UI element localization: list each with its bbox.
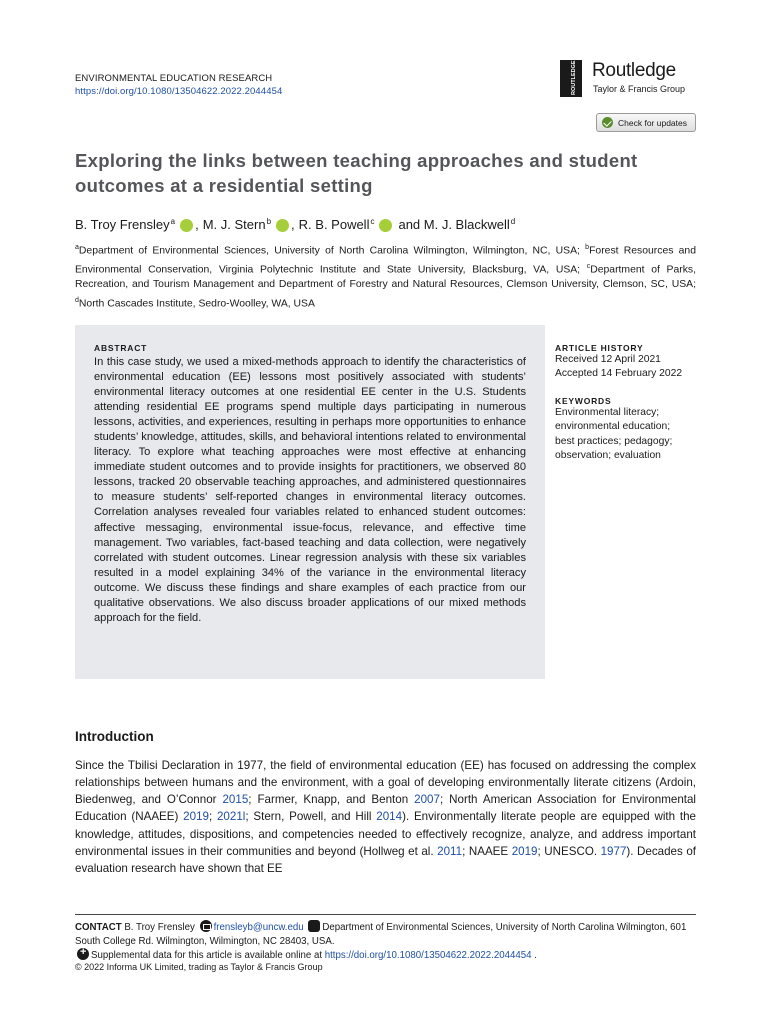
supplemental-line: [75, 948, 696, 963]
body-text: ; UNESCO.: [537, 844, 601, 858]
keyword-line: environmental education;: [555, 421, 671, 433]
abstract-text: In this case study, we used a mixed-methods approach to identify the characteristics of environmental education (EE) lessons most positively associated with students’ environmental literacy outcomes at one residential EE center in the U.S. Students attending residential EE programs spend multiple days participating in numerous lessons, activities, and experiences, resulting in perhaps more opportunities to enhance students’ knowledge, attitudes, skills, and behavioral intentions related to environmental literacy. To explore what teaching approaches were most effective at enhancing immediate student outcomes and to provide insights for practitioners, we observed 80 lessons, tracked 20 observable teaching approaches, and administered questionnaires to measure students’ self-reported changes in environmental literacy outcomes. Correlation analyses revealed four variables related to enhanced student outcomes: affective messaging, environmental issue-focus, relevance, and effective time management. Two variables, fact-based teaching and data collection, were negatively correlated with student outcomes. Linear regression analysis with these six variables resulted in a model explaining 34% of the variance in the environmental literacy outcome. We discuss these findings and share examples of each practice from our qualitative observations. We also discuss broader applications of our mixed methods approach for the field.: [94, 356, 526, 624]
article-history-heading: ARTICLE HISTORY: [555, 343, 644, 353]
address-icon: [308, 920, 320, 932]
publisher-subtitle: Taylor & Francis Group: [593, 84, 686, 94]
body-text: ; North American Association for Environmental Education (NAAEE): [75, 793, 697, 824]
keyword-line: observation; evaluation: [555, 449, 661, 461]
affiliations: [75, 240, 696, 311]
keyword-line: best practices; pedagogy;: [555, 435, 673, 447]
orcid-icon[interactable]: [276, 219, 289, 232]
body-text: ). Decades of evaluation research have shown that EE: [75, 844, 696, 875]
supplemental-end: .: [531, 950, 537, 962]
contact-name: B. Troy Frensley: [124, 922, 195, 933]
email-icon: [200, 920, 212, 932]
author: [203, 213, 295, 234]
affiliation-text: Department of Parks, Recreation, and Tourism Management and Department of Forestry and Natural Resources, Clemson University, Clemson, SC, USA;: [75, 264, 696, 291]
citation-link[interactable]: 2019: [183, 810, 209, 824]
affiliation-text: Department of Environmental Sciences, University of North Carolina Wilmington, Wilmington, NC, USA;: [78, 245, 586, 257]
copyright-notice: © 2022 Informa UK Limited, trading as Taylor & Francis Group: [75, 962, 323, 972]
journal-header: [75, 72, 282, 98]
body-text: ; Farmer, Knapp, and Benton: [248, 793, 415, 807]
received-date: Received 12 April 2021: [555, 354, 661, 365]
contact-label: CONTACT: [75, 922, 122, 933]
affiliation-text: North Cascades Institute, Sedro-Woolley, WA, USA: [78, 298, 315, 310]
author-name: and M. J. Blackwell: [398, 217, 510, 232]
contact-address: Department of Environmental Sciences, University of North Carolina Wilmington, 601 South College Rd. Wilmington, Wilmington, NC 28403, USA.: [75, 922, 687, 947]
body-text: ;: [208, 810, 217, 824]
author-list: [75, 213, 519, 234]
author: [75, 213, 199, 234]
author-name: R. B. Powell: [298, 217, 370, 232]
author-affiliation-mark: d: [510, 217, 516, 226]
footer-divider: [75, 914, 696, 915]
orcid-icon[interactable]: [180, 219, 193, 232]
author-affiliation-mark: c: [370, 217, 375, 226]
supplemental-link[interactable]: https://doi.org/10.1080/13504622.2022.2044454: [324, 950, 532, 962]
author-name: M. J. Stern: [202, 217, 266, 232]
publisher-name: Routledge: [592, 60, 676, 81]
citation-link[interactable]: 2011: [437, 844, 463, 858]
citation-link[interactable]: 1977: [600, 844, 627, 858]
contact-line: [75, 920, 696, 948]
affiliation-mark: c: [586, 262, 591, 270]
orcid-icon[interactable]: [379, 219, 392, 232]
supplemental-text: Supplemental data for this article is available online at: [91, 950, 325, 962]
check-for-updates-label: Check for updates: [618, 117, 687, 128]
citation-link[interactable]: 2019: [511, 844, 538, 858]
author-separator: ,: [195, 217, 199, 232]
affiliation-mark: a: [75, 244, 79, 251]
article-title: Exploring the links between teaching approaches and student outcomes at a residential setting: [75, 150, 638, 196]
author-separator: ,: [291, 217, 295, 232]
contact-email-link[interactable]: frensleyb@uncw.edu: [213, 922, 304, 933]
affiliation-mark: d: [75, 296, 79, 304]
body-text: ; Stern, Powell, and Hill: [245, 810, 377, 824]
routledge-mark-icon: [560, 60, 582, 97]
journal-name: ENVIRONMENTAL EDUCATION RESEARCH: [75, 73, 273, 84]
citation-link[interactable]: 2007: [414, 793, 440, 807]
accepted-date: Accepted 14 February 2022: [555, 368, 683, 380]
author-affiliation-mark: b: [266, 217, 272, 226]
keywords-heading: KEYWORDS: [555, 396, 612, 406]
contact-footer: [75, 920, 696, 963]
checkmark-icon: [602, 117, 613, 128]
keywords: [555, 396, 705, 463]
author: [398, 213, 515, 234]
keyword-line: Environmental literacy;: [555, 407, 660, 418]
supplemental-icon: [77, 948, 89, 960]
affiliation-mark: b: [585, 244, 590, 251]
citation-link[interactable]: 2014: [376, 810, 403, 824]
journal-doi-link[interactable]: https://doi.org/10.1080/13504622.2022.2044454: [75, 86, 283, 97]
introduction-text: [75, 757, 696, 877]
article-history: [555, 343, 705, 382]
abstract-heading: ABSTRACT: [94, 343, 148, 353]
publisher-logo: [560, 60, 700, 100]
author-affiliation-mark: a: [170, 217, 176, 226]
author: [299, 213, 395, 234]
check-for-updates-button[interactable]: [596, 113, 696, 132]
body-text: ; NAAEE: [462, 844, 512, 858]
author-name: B. Troy Frensley: [75, 217, 170, 232]
body-text: ). Environmentally literate people are equipped with the knowledge, attitudes, dispositions, and competencies needed to effectively recognize, analyze, and address important environmental issues in their communities and beyond (Hollweg et al.: [75, 810, 696, 858]
introduction-heading: Introduction: [75, 729, 154, 744]
citation-link[interactable]: 2015: [222, 793, 249, 807]
body-text: Since the Tbilisi Declaration in 1977, the field of environmental education (EE) has focused on addressing the complex relationships between humans and the environment, with a goal of developing environmentally literate citizens (Ardoin, Biedenweg, and O’Connor: [75, 759, 696, 807]
routledge-mark-text: ROUTLEDGE: [571, 60, 577, 95]
affiliation-text: Forest Resources and Environmental Conservation, Virginia Polytechnic Institute and State University, Blacksburg, VA, USA;: [75, 245, 696, 276]
citation-link[interactable]: 2021l: [216, 810, 246, 824]
